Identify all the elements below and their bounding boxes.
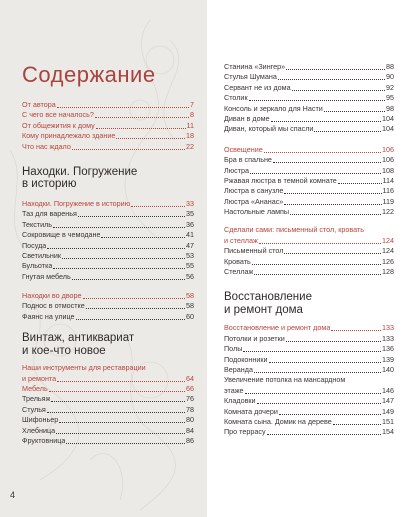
entry-title: Кладовки [224,396,256,406]
entry-page: 90 [386,72,394,82]
entry-page: 35 [186,209,194,219]
entry-page: 98 [386,103,394,113]
entry-title: Письменный стол [224,246,284,256]
entry-page: 7 [190,99,194,109]
entry-title: Увеличение потолка на мансардном [224,375,346,385]
entry-page: 64 [186,373,194,383]
dot-leader [78,216,185,217]
toc-entry[interactable] [224,417,394,427]
entry-page: 124 [382,235,394,245]
toc-entry[interactable] [224,344,394,354]
entry-page: 124 [382,246,394,256]
entry-page: 122 [382,207,394,217]
toc-entry[interactable] [224,407,394,417]
toc-entry[interactable] [22,110,194,120]
toc-entry[interactable] [224,267,394,277]
toc-entry[interactable] [224,93,394,103]
lighting-entries [224,145,394,218]
dot-leader [53,268,185,269]
entry-page: 33 [186,198,194,208]
toc-entry[interactable] [224,155,394,165]
toc-entry[interactable] [22,230,194,240]
toc-entry[interactable] [224,114,394,124]
dot-leader [254,372,381,373]
entry-title: Стулья [22,404,46,414]
entry-title: Диван в доме [224,113,270,123]
entry-title: Трельяж [22,394,51,404]
entry-page: 86 [186,435,194,445]
entry-page: 36 [186,219,194,229]
entry-page: 58 [186,301,194,311]
entry-title: Потолки и розетки [224,333,285,343]
entry-page: 56 [186,271,194,281]
entry-title: Наши инструменты для реставрации [22,363,146,373]
dot-leader [333,424,381,425]
entry-page: 119 [382,196,394,206]
toc-entry[interactable] [224,104,394,114]
entry-page: 106 [382,144,394,154]
dot-leader [284,193,381,194]
entry-title: Люстра «Ананас» [224,196,284,206]
dot-leader [66,443,185,444]
toc-entry[interactable] [22,426,194,436]
heading-line: и ремонт дома [224,303,303,316]
entry-title: Бра в спальне [224,155,272,165]
entry-page: 133 [382,323,394,333]
dot-leader [278,79,385,80]
dot-leader [252,264,381,265]
toc-entry[interactable] [22,100,194,110]
dot-leader [72,149,185,150]
dot-leader [273,162,381,163]
entry-page: 106 [382,155,394,165]
dot-leader [131,206,185,207]
entry-title: Люстра [224,165,249,175]
restoration-entries [224,323,394,437]
entry-title: Стеллаж [224,267,254,277]
toc-entry[interactable] [22,384,194,394]
entry-title: Фруктовница [22,435,66,445]
vintage-entries [22,363,194,446]
dot-leader [259,243,381,244]
entry-page: 126 [382,256,394,266]
toc-entry[interactable] [22,199,194,209]
entry-title: и стеллаж [224,235,258,245]
dot-leader [254,274,381,275]
entry-page: 92 [386,82,394,92]
entry-title: Люстра в санузле [224,186,284,196]
entry-title: Таз для варенья [22,209,77,219]
dot-leader [243,351,381,352]
entry-title: От автора [22,99,56,109]
entry-title: Консоль и зеркало для Насти [224,103,323,113]
entry-title: Сервант не из дома [224,82,291,92]
entry-title: Светильник [22,250,62,260]
entry-page: 47 [186,240,194,250]
toc-entry[interactable] [22,251,194,261]
toc-entry[interactable] [22,209,194,219]
toc-entry[interactable] [224,225,394,246]
entry-page: 140 [382,364,394,374]
entry-title: Полы [224,344,243,354]
entry-title: Освещение [224,144,263,154]
entry-title: Комната дочери [224,406,278,416]
entry-title: Мебель [22,384,48,394]
entry-page: 60 [186,311,194,321]
dot-leader [264,152,381,153]
entry-title: Веранда [224,364,253,374]
dot-leader [51,401,185,402]
toc-entry[interactable] [224,365,394,375]
toc-entry[interactable] [224,124,394,134]
entry-page: 78 [186,404,194,414]
entry-title: Поднос в отмостке [22,301,85,311]
entry-page: 128 [382,267,394,277]
entry-title: и ремонта [22,373,57,383]
toc-entry[interactable] [224,355,394,365]
dot-leader [245,393,381,394]
entry-page: 80 [186,415,194,425]
entry-page: 76 [186,394,194,404]
dot-leader [57,381,185,382]
dot-leader [324,111,385,112]
toc-entry[interactable] [224,207,394,217]
entry-title: Фаянс на улице [22,311,75,321]
toc-entry[interactable] [224,197,394,207]
entry-title: этаже [224,385,244,395]
entry-title: Стулья Шумана [224,72,277,82]
dot-leader [249,100,385,101]
heading-line: Находки. Погружение [22,165,138,178]
heading-line: Восстановление [224,291,312,304]
toc-entry[interactable] [224,323,394,333]
dot-leader [116,138,185,139]
entry-page: 147 [382,396,394,406]
entry-title: Находки. Погружение в историю [22,198,131,208]
toc-entry[interactable] [224,257,394,267]
entry-title: Сделали сами: письменный стол, кровать [224,225,364,235]
toc-entry[interactable] [224,186,394,196]
entry-page: 108 [382,165,394,175]
finds-entries [22,199,194,282]
entry-title: Шифоньер [22,415,59,425]
toc-entry[interactable] [224,427,394,437]
dot-leader [338,183,382,184]
entry-page: 8 [190,110,194,120]
entry-page: 53 [186,250,194,260]
entry-page: 154 [382,427,394,437]
toc-entry[interactable] [22,291,194,301]
toc-entry[interactable] [22,241,194,251]
entry-page: 88 [386,61,394,71]
entry-page: 104 [382,124,394,134]
dot-leader [83,298,185,299]
toc-entry[interactable] [22,301,194,311]
entry-title: С чего все началось? [22,110,94,120]
entry-title: Хлебница [22,425,56,435]
entry-page: 116 [382,186,394,196]
entry-title: Кому принадлежало здание [22,131,116,141]
toc-entry[interactable] [22,312,194,322]
toc-entry[interactable] [22,261,194,271]
heading-line: и кое-что новое [22,344,106,357]
entry-title: Станина «Зингер» [224,61,286,71]
dot-leader [286,341,381,342]
dot-leader [56,433,185,434]
entry-title: Ржавая люстра в темной комнате [224,175,337,185]
entry-title: Настольные лампы [224,207,290,217]
dot-leader [86,308,185,309]
right-column [224,62,394,448]
dot-leader [47,412,185,413]
dot-leader [47,248,185,249]
entry-page: 95 [386,93,394,103]
yard-finds-entries [22,291,194,322]
entry-page: 41 [186,230,194,240]
dot-leader [284,204,381,205]
entry-page: 11 [186,120,194,130]
toc-entry[interactable] [22,394,194,404]
dot-leader [96,128,186,129]
entry-page: 66 [186,384,194,394]
entry-title: Про террасу [224,427,266,437]
entry-title: Восстановление и ремонт дома [224,323,331,333]
section-heading-finds [22,166,194,191]
dot-leader [53,227,185,228]
dot-leader [267,434,381,435]
toc-entry[interactable] [224,72,394,82]
dot-leader [292,90,385,91]
section-heading-restoration [224,291,394,316]
entry-title: Подоконники [224,354,268,364]
toc-entry[interactable] [224,62,394,72]
toc-entry[interactable] [22,405,194,415]
dot-leader [57,107,189,108]
toc-entry[interactable] [224,375,394,396]
entry-title: Что нас ждало [22,141,71,151]
entry-title: Находки во дворе [22,291,82,301]
entry-page: 55 [186,261,194,271]
entry-title: Кровать [224,256,251,266]
page-number: 4 [10,490,16,500]
entry-page: 104 [382,113,394,123]
toc-entry[interactable] [22,121,194,131]
entry-title: Текстиль [22,219,53,229]
heading-line: Винтаж, антиквариат [22,332,135,345]
toc-entry[interactable] [224,176,394,186]
entry-page: 136 [382,344,394,354]
diy-entries [224,225,394,277]
toc-entry[interactable] [22,272,194,282]
entry-title: Гнутая мебель [22,271,71,281]
dot-leader [286,69,385,70]
toc-entry[interactable] [224,145,394,155]
dot-leader [101,237,185,238]
entry-page: 58 [186,291,194,301]
toc-entry[interactable] [22,142,194,152]
dot-leader [271,121,381,122]
dot-leader [331,330,381,331]
dot-leader [95,117,189,118]
entry-title: Комната сына. Домик на дереве [224,416,332,426]
dot-leader [49,391,185,392]
entry-title: Бульотка [22,261,53,271]
entry-page: 146 [382,385,394,395]
toc-entry[interactable] [22,415,194,425]
intro-entries [22,100,194,152]
dot-leader [76,319,185,320]
entry-page: 22 [186,141,194,151]
furniture-entries [224,62,394,135]
entry-page: 151 [382,416,394,426]
toc-entry[interactable] [224,246,394,256]
dot-leader [314,131,381,132]
entry-title: Столик [224,93,248,103]
dot-leader [257,403,381,404]
toc-entry[interactable] [224,334,394,344]
entry-title: Посуда [22,240,47,250]
entry-title: От общежития к дому [22,120,95,130]
entry-page: 114 [382,175,394,185]
entry-title: Сокровище в чемодане [22,230,101,240]
dot-leader [279,414,381,415]
dot-leader [72,279,185,280]
toc-entry[interactable] [224,166,394,176]
dot-leader [59,422,185,423]
entry-page: 149 [382,406,394,416]
left-column [22,62,194,456]
toc-entry[interactable] [22,436,194,446]
toc-entry[interactable] [224,83,394,93]
section-heading-vintage [22,332,194,357]
entry-page: 139 [382,354,394,364]
entry-page: 84 [186,425,194,435]
toc-entry[interactable] [22,131,194,141]
dot-leader [250,173,381,174]
dot-leader [269,362,381,363]
toc-entry[interactable] [224,396,394,406]
toc-entry[interactable] [22,220,194,230]
toc-entry[interactable] [22,363,194,384]
dot-leader [290,214,381,215]
entry-page: 133 [382,333,394,343]
dot-leader [62,258,185,259]
heading-line: в историю [22,178,77,191]
page-title: Содержание [22,62,156,87]
entry-title: Диван, который мы спасли [224,124,314,134]
entry-page: 18 [186,131,194,141]
dot-leader [284,253,381,254]
